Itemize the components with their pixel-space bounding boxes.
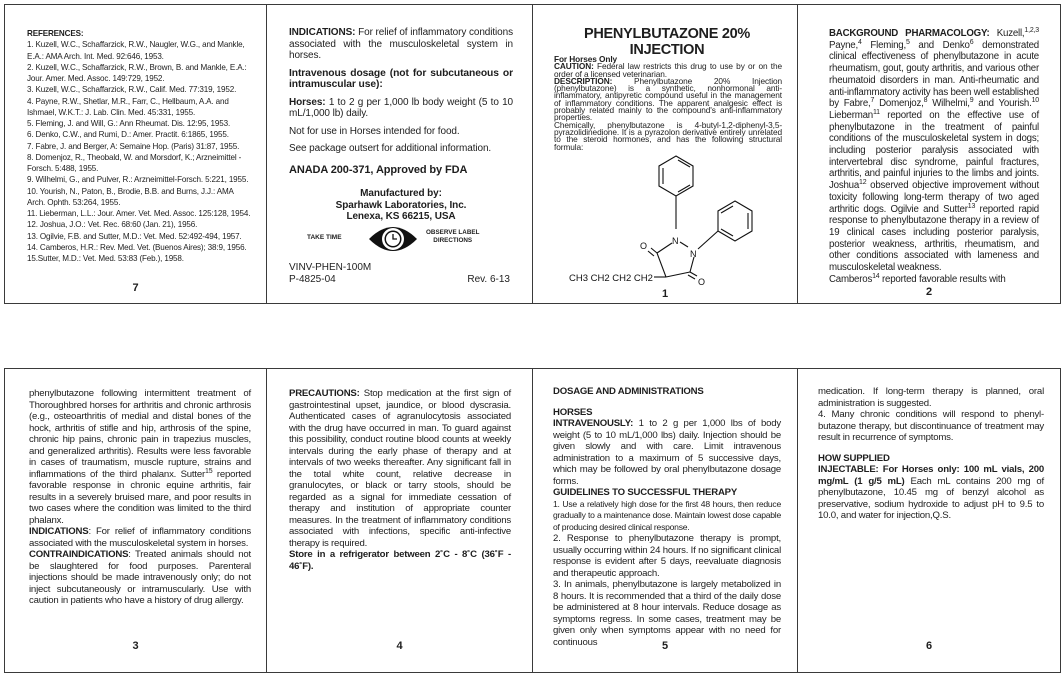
text: phenylbutazone following intermittent treatment of Thoroughbred horses for arthritis and chronic arthrosis (e.g., osteoarthritis of medial and distal bones of the hock, arthritis of stifle and hip, arthrosis of the spine, chronic hip pains, chronic pain in trapezius muscles, and generalized arthritis). Results were less favorable in cases of traumatism, muscle rupture, strains and inflammations of the third phalanx. Sutter <box>29 388 251 480</box>
text: demonstrated clinical effectiveness of phenylbutazone in acute rheumatism, gout, gouty arthritis, and various other rheumatoid disorders in man. Anti-rheumatic and anti-inflammatory activity has been well established by Fabre, <box>829 39 1039 110</box>
eye-clock-icon <box>368 223 418 255</box>
reference-item: 14. Camberos, H.R.: Rev. Med. Vet. (Buenos Aires); 38:9, 1956. <box>27 242 247 252</box>
caution-text: Federal law restricts this drug to use by or on the order of a licensed veterinarian. <box>554 61 782 79</box>
storage-instructions: Store in a refrigerator between 2˚C - 8˚C (36˚F - 46˚F). <box>289 549 511 572</box>
text: and Yourish. <box>973 98 1032 110</box>
how-supplied-heading: HOW SUPPLIED <box>818 452 890 464</box>
guideline-3: 3. In animals, phenylbutazone is largely metabolized in 8 hours. It is recommended that a third of the daily dose be administered at 8 hour intervals. Reduce dosage as symptoms regress. In some cases, treatment may be given only when symptoms appear with no need for continuous <box>553 579 781 648</box>
chemical-text: Chemically, phenylbutazone is 4-butyl-1,2-diphenyl-3,5-pyrazolidinedione. It is a pyrazolon derivative entirely unrelated to the steroid hormones, and has the following structural formula: <box>554 119 782 152</box>
page-number: 4 <box>396 640 403 652</box>
description-text: Phenylbutazone 20% Injection (phenylbutazone) is a synthetic, nonhormonal anti-inflammatory, antipyretic compound useful in the management of inflammatory conditions. The apparent analgesic effect is probably related mainly to the compound's anti-inflammatory properties. <box>554 75 782 123</box>
contraindications-text: : Treated animals should not be slaughtered for food purposes. Parenteral injections should be made intravenously only; do not inject subcutaneously or intramuscularly. Use with caution in patients who have a history of drug allergy. <box>29 549 251 606</box>
benzene-ring-right <box>718 201 752 241</box>
indications-text: For relief of inflammatory conditions associated with the musculoskeletal system in horses. <box>289 27 513 61</box>
background-pharmacology <box>829 28 1039 285</box>
reference-item: 7. Fabre, J. and Berger, A: Semaine Hop. (Paris) 31:87, 1955. <box>27 141 240 151</box>
guideline-2: 2. Response to phenylbutazone therapy is prompt, usually occurring within 24 hours. If no significant clinical response is evident after 5 days, reevaluate diagnosis and therapeutic approach. <box>553 533 781 579</box>
panel-5-content <box>553 386 781 648</box>
product-title: PHENYLBUTAZONE 20% INJECTION <box>584 26 750 58</box>
dosage-heading: DOSAGE AND ADMINISTRATIONS <box>553 386 704 397</box>
citation: 1,2,3 <box>1024 27 1039 34</box>
panel-3 <box>4 368 267 673</box>
horses-heading: HORSES <box>553 406 593 418</box>
text: reported favorable response in chronic equine arthritis, fair results in a severely bruised mare, and poor results in two cases where the condition was limited to the third phalanx. <box>29 468 251 526</box>
citation: 9 <box>969 97 974 105</box>
panel-background-pharmacology <box>797 4 1061 304</box>
manufacturer-block <box>289 188 513 223</box>
citation: 11 <box>872 108 880 116</box>
panel-4 <box>266 368 533 673</box>
text: reported on the effective use of phenylbutazone in the treatment of painful conditions of the musculoskeletal system in dogs; including posterior paralysis associated with intervertebral disc syndrome, painful fractures, arthritis, and painful injuries to the limbs and joints. Joshua <box>829 109 1039 192</box>
for-horses-only: For Horses Only <box>554 54 618 64</box>
structural-formula <box>533 5 799 305</box>
label-content <box>289 27 513 223</box>
manufacturer-name: Sparhawk Laboratories, Inc. <box>335 199 467 211</box>
part-number: P-4825-04 <box>289 274 336 285</box>
text: and Denko <box>909 39 970 51</box>
manufacturer-address: Lenexa, KS 66215, USA <box>346 211 456 222</box>
reference-item: 4. Payne, R.W., Shetlar, M.R., Farr, C., Hellbaum, A.A. and Ishmael, W.K.T.: J. Lab. Clin. Med. 45:331, 1955. <box>27 96 229 117</box>
indications-label: INDICATIONS <box>29 526 89 537</box>
page-number: 5 <box>661 640 669 652</box>
precautions-text: Stop medication at the first sign of gastrointestinal upset, jaundice, or blood dyscrasia. Authenticated cases of agranulocytosis associated with the drug have occurred in man. To guard against this possibility, conduct routine blood counts at weekly intervals during the early phase of therapy and at intervals of two weeks thereafter. Any significant fall in the total white count, relative decrease in granulocytes, or black or tarry stools, should be regarded as a signal for immediate cessation of therapy and institution of appropriate counter measures. In the treatment of inflammatory conditions associated with infections, specific anti-infective therapy is required. <box>289 388 511 549</box>
not-for-food: Not for use in Horses intended for food. <box>289 125 460 137</box>
horses-text: 1 to 2 g per 1,000 lb body weight (5 to 10 mL/1,000 lb) daily. <box>289 96 513 119</box>
logo-observe <box>426 229 479 244</box>
formula-o2: O <box>698 277 706 287</box>
anada-approval: ANADA 200-371, Approved by FDA <box>289 163 468 176</box>
reference-item: 9. Wilhelmi, G., and Pulver, R.: Arzneimittel-Forsch. 5:221, 1955. <box>27 175 249 185</box>
horses-label: Horses: <box>289 96 326 108</box>
panel-label <box>266 4 533 304</box>
take-time-logo <box>287 221 517 257</box>
logo-directions: DIRECTIONS <box>433 236 473 244</box>
injectable-text: Each mL contains 200 mg of phenylbutazone, 10.45 mg of benzyl alcohol as preservative, sodium hydroxide to adjust pH to 9.5 to 10.0, and water for injection,Q.S. <box>818 475 1044 521</box>
reference-item: 8. Domenjoz, R., Theobald, W. and Morsdorf, K.; Arzneimittel - Forsch. 5:488, 1955. <box>27 152 242 173</box>
indications <box>289 27 513 62</box>
precautions-label: PRECAUTIONS: <box>289 388 360 399</box>
reference-item: 3. Kuzell, W.C., Schaffarzick, R.W., Calif. Med. 77:319, 1952. <box>27 85 237 95</box>
text: observed objective improvement without toxicity following long-term therapy of two aged arthritic dogs. Ogilvie and Sutter <box>829 180 1039 215</box>
reference-item: 12. Joshua, J.O.: Vet. Rec. 68:60 (Jan. 21), 1956. <box>27 220 198 230</box>
text: Lieberman <box>829 109 873 121</box>
intravenously <box>553 418 781 487</box>
guideline-3-continued: medication. If long-term therapy is planned, oral administration is suggested. <box>818 386 1044 409</box>
benzene-ring-top <box>659 156 693 196</box>
guidelines-heading: GUIDELINES TO SUCCESSFUL THERAPY <box>553 487 738 498</box>
page-number: 6 <box>925 640 933 652</box>
panel-6 <box>797 368 1061 673</box>
indications-label: INDICATIONS: <box>289 27 356 38</box>
panel-description <box>532 4 798 304</box>
manufactured-by: Manufactured by: <box>360 188 442 199</box>
intravenously-text: 1 to 2 g per 1,000 lbs of body weight (5 to 10 mL/1,000 lbs) daily. Injection should be given slowly and with care. Limit intravenous administration to a maximum of 5 successive days, which may be followed by oral phenylbutazone dosage forms. <box>553 418 781 487</box>
citation: 8 <box>923 97 928 105</box>
contraindications-label: CONTRAINDICATIONS <box>29 549 129 560</box>
see-outsert: See package outsert for additional information. <box>289 143 492 154</box>
panel-6-content <box>818 386 1044 522</box>
background-heading: BACKGROUND PHARMACOLOGY: <box>829 28 990 39</box>
iv-dosage-heading: Intravenous dosage (not for subcutaneous or intramuscular use): <box>289 67 513 90</box>
product-codes <box>289 262 371 286</box>
indications-text: : For relief of inflammatory conditions associated with the musculoskeletal system in horses. <box>29 526 251 549</box>
panel-5 <box>532 368 798 673</box>
text: Domenjoz, <box>874 98 924 110</box>
reference-item: 6. Denko, C.W., and Rumi, D.: Amer. Practit. 6:1865, 1955. <box>27 130 229 140</box>
horses-dosage <box>289 97 513 120</box>
product-code: VINV-PHEN-100M <box>289 262 372 273</box>
citation: 12 <box>859 179 867 187</box>
description-label: DESCRIPTION: <box>554 75 613 86</box>
page-number: 7 <box>132 282 139 294</box>
citation: 4 <box>857 38 862 46</box>
citation: 13 <box>967 202 976 210</box>
text: reported rapid response to phenylbutazone therapy in a review of 19 clinical cases including posterior paralysis, posterior weakness, arthritis, rheumatism, and other conditions associated with lameness and musculoskeletal weakness. <box>829 203 1039 274</box>
guideline-4: 4. Many chronic conditions will respond to phenyl-butazone therapy, but discontinuance of treatment may result in recurrence of symptoms. <box>818 409 1044 443</box>
formula-n1: N <box>672 236 679 246</box>
panel-3-content <box>29 388 251 607</box>
precautions <box>289 388 511 549</box>
reference-item: 1. Kuzell, W.C., Schaffarzick, R.W., Naugler, W.G., and Mankle, E.A.: AMA Arch. Int. Med. 92:646, 1953. <box>27 40 245 61</box>
text: Fleming, <box>861 39 906 51</box>
text: reported favorable results with <box>879 273 1006 285</box>
text: Camberos <box>829 273 873 285</box>
logo-take-time: TAKE TIME <box>307 234 342 241</box>
page-number: 1 <box>661 288 669 300</box>
formula-n2: N <box>690 249 697 259</box>
text: Wilhelmi, <box>927 98 970 110</box>
reference-item: 13. Ogilvie, F.B. and Sutter, M.D.: Vet. Med. 52:492-494, 1957. <box>27 231 242 241</box>
panel-references <box>4 4 267 304</box>
citation: 15 <box>205 467 213 475</box>
reference-item: 10. Yourish, N., Paton, B., Brodie, B.B. and Burns, J.J.: AMA Arch. Ophth. 53:264, 1955. <box>27 186 234 207</box>
page-number: 3 <box>132 640 139 652</box>
reference-item: 15.Sutter, M.D.: Vet. Med. 53:83 (Feb.), 1958. <box>27 254 184 263</box>
formula-chain: CH3 CH2 CH2 CH2 <box>569 273 653 284</box>
revision: Rev. 6-13 <box>467 274 510 285</box>
references-heading: REFERENCES: <box>27 29 84 38</box>
references-list <box>27 28 251 264</box>
citation: 7 <box>870 97 875 105</box>
text: Payne, <box>829 39 858 51</box>
page-number: 2 <box>925 286 933 298</box>
contraindications <box>29 549 251 607</box>
injectable-label: INJECTABLE: For Horses only: 100 mL vials, 200 mg/mL (1 g/5 mL) <box>818 464 1044 487</box>
camberos-continued <box>29 388 251 526</box>
injectable <box>818 464 1044 522</box>
intravenously-label: INTRAVENOUSLY: <box>553 418 634 429</box>
reference-item: 5. Fleming, J. and Will, G.: Ann Rheumat. Dis. 12:95, 1953. <box>27 119 231 128</box>
logo-observe-label: OBSERVE LABEL <box>426 229 480 236</box>
caution-label: CAUTION: <box>554 61 594 72</box>
citation: 6 <box>969 38 974 46</box>
reference-item: 2. Kuzell, W.C., Schaffarzick, R.W., Brown, B. and Mankle, E.A.: Jour. Amer. Med. Assoc. 149:729, 1952. <box>27 62 247 83</box>
citation: 5 <box>905 38 910 46</box>
reference-item: 11. Lieberman, L.L.: Jour. Amer. Vet. Med. Assoc. 125:128, 1954. <box>27 209 251 218</box>
citation: 10 <box>1031 97 1039 105</box>
panel-4-content <box>289 388 511 572</box>
text: Kuzell, <box>989 28 1025 39</box>
guideline-1: 1. Use a relatively high dose for the first 48 hours, then reduce gradually to a maintenance dose. Maintain lowest dose capable of producing desired clinical response. <box>553 498 781 532</box>
indications <box>29 526 251 549</box>
citation: 14 <box>872 272 880 280</box>
formula-o1: O <box>640 241 648 251</box>
